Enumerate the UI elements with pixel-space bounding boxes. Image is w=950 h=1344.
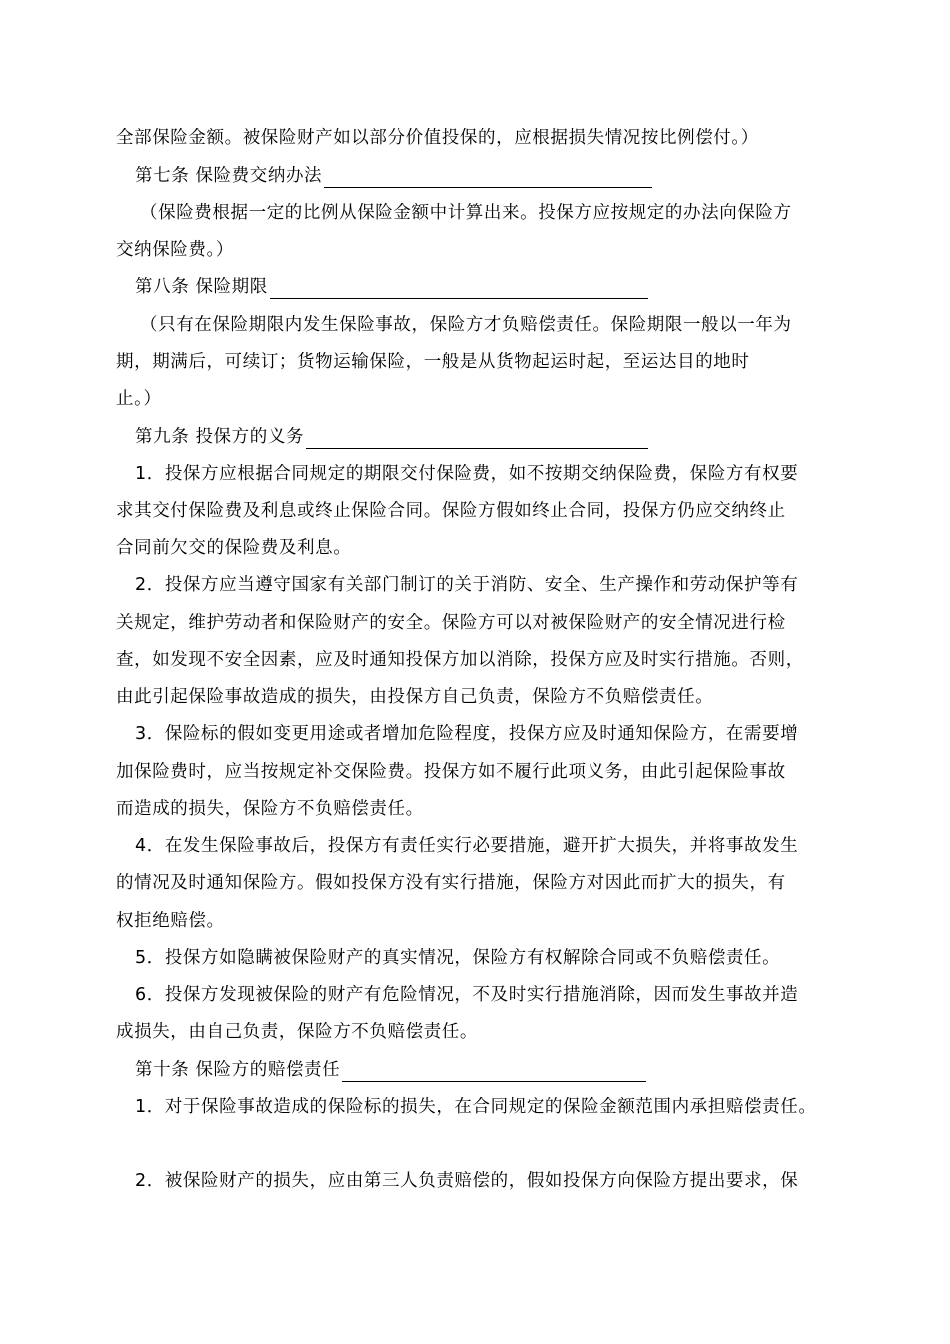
text-line: 5．投保方如隐瞒被保险财产的真实情况，保险方有权解除合同或不负赔偿责任。 [135, 948, 781, 968]
fill-in-blank [306, 430, 648, 449]
text-line: 求其交付保险费及利息或终止保险合同。保险方假如终止合同，投保方仍应交纳终止 [116, 501, 786, 521]
article-7-title: 第七条 保险费交纳办法 [135, 166, 323, 186]
fill-in-blank [342, 1063, 646, 1082]
text-line: 关规定，维护劳动者和保险财产的安全。保险方可以对被保险财产的安全情况进行检 [116, 613, 786, 633]
article-9-heading [135, 425, 648, 449]
text-line: 查，如发现不安全因素，应及时通知投保方加以消除，投保方应及时实行措施。否则， [116, 650, 804, 670]
article-8-heading [135, 275, 648, 299]
text-line: 1．投保方应根据合同规定的期限交付保险费，如不按期交纳保险费，保险方有权要 [135, 464, 799, 484]
article-10-title: 第十条 保险方的赔偿责任 [135, 1060, 341, 1080]
text-line: 由此引起保险事故造成的损失，由投保方自己负责，保险方不负赔偿责任。 [116, 687, 714, 707]
text-line: 合同前欠交的保险费及利息。 [116, 538, 352, 558]
fill-in-blank [324, 169, 652, 188]
text-line: 4．在发生保险事故后，投保方有责任实行必要措施，避开扩大损失，并将事故发生 [135, 836, 799, 856]
text-line: 2．投保方应当遵守国家有关部门制订的关于消防、安全、生产操作和劳动保护等有 [135, 575, 799, 595]
text-line: 的情况及时通知保险方。假如投保方没有实行措施，保险方对因此而扩大的损失，有 [116, 873, 786, 893]
text-line: 止。） [116, 389, 162, 409]
text-line: 2．被保险财产的损失，应由第三人负责赔偿的，假如投保方向保险方提出要求，保 [135, 1171, 799, 1191]
text-line: 权拒绝赔偿。 [116, 911, 225, 931]
text-line: （保险费根据一定的比例从保险金额中计算出来。投保方应按规定的办法向保险方 [140, 203, 792, 223]
article-10-heading [135, 1058, 646, 1082]
article-9-title: 第九条 投保方的义务 [135, 427, 305, 447]
text-line: 6．投保方发现被保险的财产有危险情况，不及时实行措施消除，因而发生事故并造 [135, 985, 799, 1005]
text-line: 期，期满后，可续订；货物运输保险，一般是从货物起运时起，至运达目的地时 [116, 352, 750, 372]
text-line: 交纳保险费。） [116, 240, 234, 260]
fill-in-blank [270, 280, 648, 299]
text-line: 加保险费时，应当按规定补交保险费。投保方如不履行此项义务，由此引起保险事故 [116, 762, 786, 782]
text-line: 全部保险金额。被保险财产如以部分价值投保的，应根据损失情况按比例偿付。） [116, 128, 759, 148]
text-line: （只有在保险期限内发生保险事故，保险方才负赔偿责任。保险期限一般以一年为 [140, 315, 792, 335]
text-line: 成损失，由自己负责，保险方不负赔偿责任。 [116, 1022, 478, 1042]
article-7-heading [135, 164, 652, 188]
text-line: 1．对于保险事故造成的保险标的损失，在合同规定的保险金额范围内承担赔偿责任。 [135, 1097, 817, 1117]
text-line: 而造成的损失，保险方不负赔偿责任。 [116, 799, 424, 819]
article-8-title: 第八条 保险期限 [135, 277, 268, 297]
text-line: 3．保险标的假如变更用途或者增加危险程度，投保方应及时通知保险方，在需要增 [135, 724, 799, 744]
